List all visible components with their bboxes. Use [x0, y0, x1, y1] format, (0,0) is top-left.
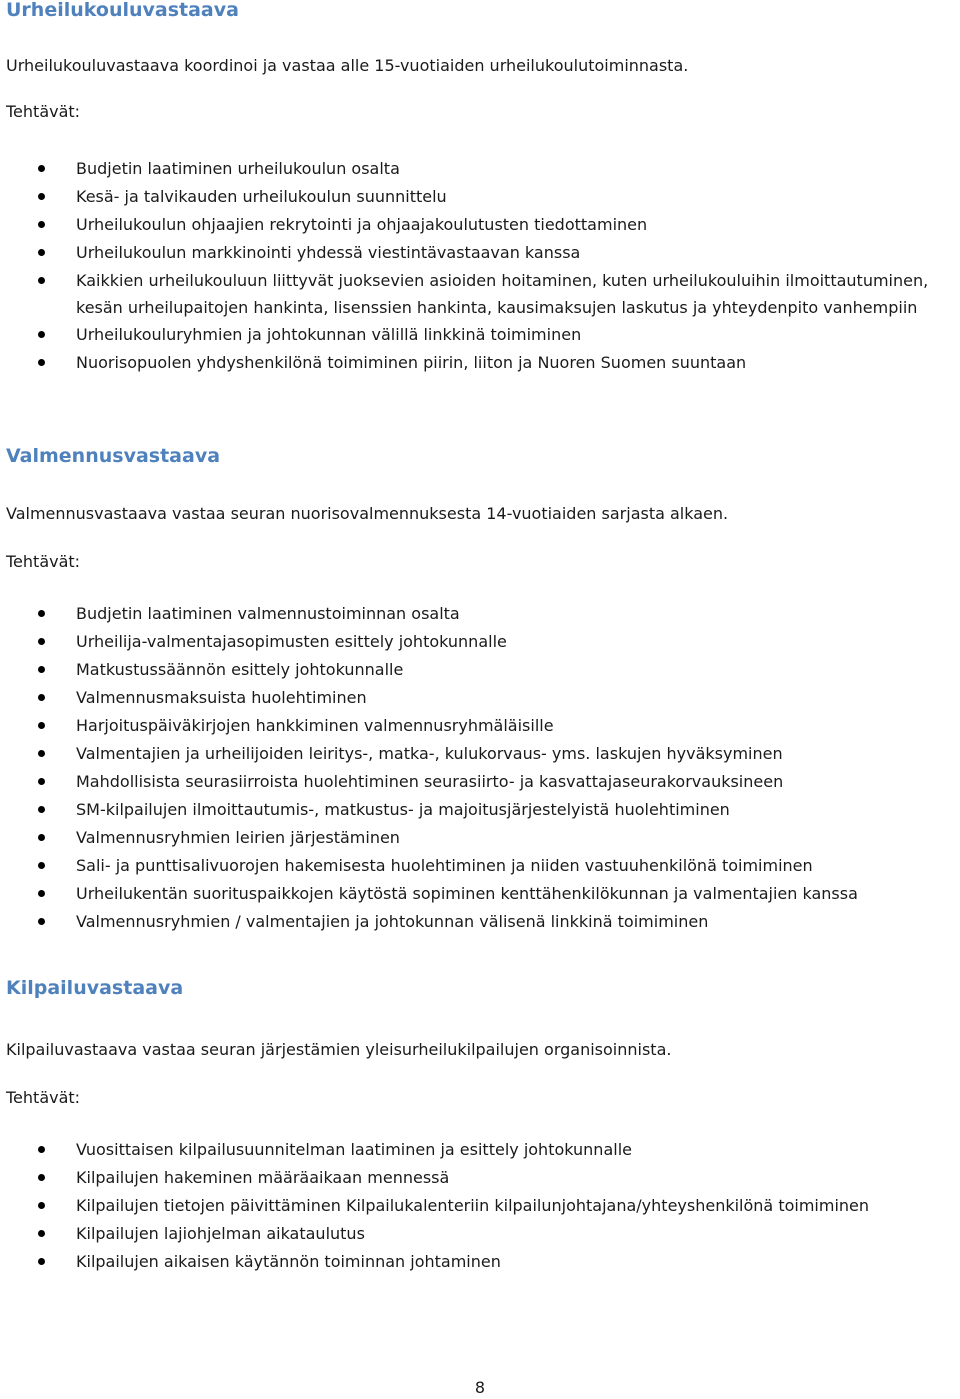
task-list	[6, 1136, 956, 1276]
list-item-text: Valmennusmaksuista huolehtiminen	[76, 688, 367, 707]
bullet-icon	[38, 862, 45, 869]
list-item-text: Kilpailujen tietojen päivittäminen Kilpailukalenteriin kilpailunjohtajana/yhteyshenkilönä toimiminen	[76, 1196, 870, 1215]
section-intro: Valmennusvastaava vastaa seuran nuorisovalmennuksesta 14-vuotiaiden sarjasta alkaen.	[6, 504, 729, 523]
bullet-icon	[38, 1202, 45, 1209]
list-item	[6, 600, 956, 628]
bullet-icon	[38, 890, 45, 897]
bullet-icon	[38, 834, 45, 841]
list-item-text: Valmentajien ja urheilijoiden leiritys-, matka-, kulukorvaus- yms. laskujen hyväksyminen	[76, 744, 783, 763]
bullet-icon	[38, 221, 45, 228]
list-item	[6, 1248, 956, 1276]
bullet-icon	[38, 165, 45, 172]
task-list	[6, 155, 956, 377]
list-item	[6, 880, 956, 908]
list-item-text: Kilpailujen aikaisen käytännön toiminnan johtaminen	[76, 1252, 501, 1271]
page-number: 8	[474, 1378, 486, 1397]
list-item-text: Kaikkien urheilukouluun liittyvät juoksevien asioiden hoitaminen, kuten urheilukouluihin ilmoittautuminen, kesän urheilupaitojen hankinta, lisenssien hankinta, kausimaksujen laskutus ja yhteydenpito vanhempiin	[76, 271, 929, 317]
list-item	[6, 1136, 956, 1164]
bullet-icon	[38, 806, 45, 813]
list-item-text: Vuosittaisen kilpailusuunnitelman laatiminen ja esittely johtokunnalle	[76, 1140, 632, 1159]
list-item-text: Urheilukouluryhmien ja johtokunnan välillä linkkinä toimiminen	[76, 325, 582, 344]
bullet-icon	[38, 610, 45, 617]
bullet-icon	[38, 359, 45, 366]
list-item	[6, 1164, 956, 1192]
bullet-icon	[38, 1146, 45, 1153]
list-item	[6, 712, 956, 740]
section-intro: Urheilukouluvastaava koordinoi ja vastaa alle 15-vuotiaiden urheilukoulutoiminnasta.	[6, 56, 689, 75]
list-item-text: Urheilukoulun markkinointi yhdessä viestintävastaavan kanssa	[76, 243, 581, 262]
list-item-text: Budjetin laatiminen urheilukoulun osalta	[76, 159, 400, 178]
list-item	[6, 211, 956, 239]
list-item-text: Urheilukoulun ohjaajien rekrytointi ja ohjaajakoulutusten tiedottaminen	[76, 215, 648, 234]
list-item	[6, 740, 956, 768]
bullet-icon	[38, 1258, 45, 1265]
bullet-icon	[38, 778, 45, 785]
bullet-icon	[38, 193, 45, 200]
bullet-icon	[38, 1230, 45, 1237]
bullet-icon	[38, 249, 45, 256]
list-item	[6, 656, 956, 684]
list-item	[6, 796, 956, 824]
section-valmennusvastaava	[6, 446, 956, 936]
bullet-icon	[38, 694, 45, 701]
list-item-text: Kesä- ja talvikauden urheilukoulun suunnittelu	[76, 187, 447, 206]
section-heading: Urheilukouluvastaava	[6, 0, 239, 21]
bullet-icon	[38, 1174, 45, 1181]
bullet-icon	[38, 638, 45, 645]
list-item	[6, 628, 956, 656]
list-item-text: Urheilukentän suorituspaikkojen käytöstä sopiminen kenttähenkilökunnan ja valmentajien kanssa	[76, 884, 858, 903]
list-item-text: Matkustussäännön esittely johtokunnalle	[76, 660, 404, 679]
bullet-icon	[38, 277, 45, 284]
list-item	[6, 349, 956, 377]
list-item	[6, 824, 956, 852]
section-intro: Kilpailuvastaava vastaa seuran järjestämien yleisurheilukilpailujen organisoinnista.	[6, 1040, 672, 1059]
list-item-text: Mahdollisista seurasiirroista huolehtiminen seurasiirto- ja kasvattajaseurakorvauksineen	[76, 772, 784, 791]
bullet-icon	[38, 722, 45, 729]
list-item-text: Sali- ja punttisalivuorojen hakemisesta huolehtiminen ja niiden vastuuhenkilönä toimiminen	[76, 856, 813, 875]
tasks-label: Tehtävät:	[6, 552, 81, 571]
bullet-icon	[38, 331, 45, 338]
list-item	[6, 684, 956, 712]
section-urheilukouluvastaava	[6, 0, 956, 377]
bullet-icon	[38, 666, 45, 673]
list-item	[6, 155, 956, 183]
list-item-text: Kilpailujen lajiohjelman aikataulutus	[76, 1224, 365, 1243]
bullet-icon	[38, 750, 45, 757]
list-item	[6, 908, 956, 936]
list-item-text: SM-kilpailujen ilmoittautumis-, matkustus- ja majoitusjärjestelyistä huolehtiminen	[76, 800, 730, 819]
section-heading: Kilpailuvastaava	[6, 977, 184, 999]
list-item	[6, 239, 956, 267]
bullet-icon	[38, 918, 45, 925]
list-item	[6, 1220, 956, 1248]
tasks-label: Tehtävät:	[6, 102, 81, 121]
list-item	[6, 183, 956, 211]
list-item-text: Budjetin laatiminen valmennustoiminnan osalta	[76, 604, 460, 623]
list-item	[6, 852, 956, 880]
list-item	[6, 768, 956, 796]
list-item-text: Valmennusryhmien / valmentajien ja johtokunnan välisenä linkkinä toimiminen	[76, 912, 709, 931]
list-item-text: Harjoituspäiväkirjojen hankkiminen valmennusryhmäläisille	[76, 716, 554, 735]
section-heading: Valmennusvastaava	[6, 445, 221, 467]
list-item	[6, 1192, 956, 1220]
list-item	[6, 267, 956, 321]
list-item-text: Nuorisopuolen yhdyshenkilönä toimiminen piirin, liiton ja Nuoren Suomen suuntaan	[76, 353, 747, 372]
list-item-text: Kilpailujen hakeminen määräaikaan mennessä	[76, 1168, 450, 1187]
task-list	[6, 600, 956, 936]
section-kilpailuvastaava	[6, 978, 956, 1276]
list-item-text: Urheilija-valmentajasopimusten esittely johtokunnalle	[76, 632, 507, 651]
list-item	[6, 321, 956, 349]
list-item-text: Valmennusryhmien leirien järjestäminen	[76, 828, 400, 847]
tasks-label: Tehtävät:	[6, 1088, 81, 1107]
